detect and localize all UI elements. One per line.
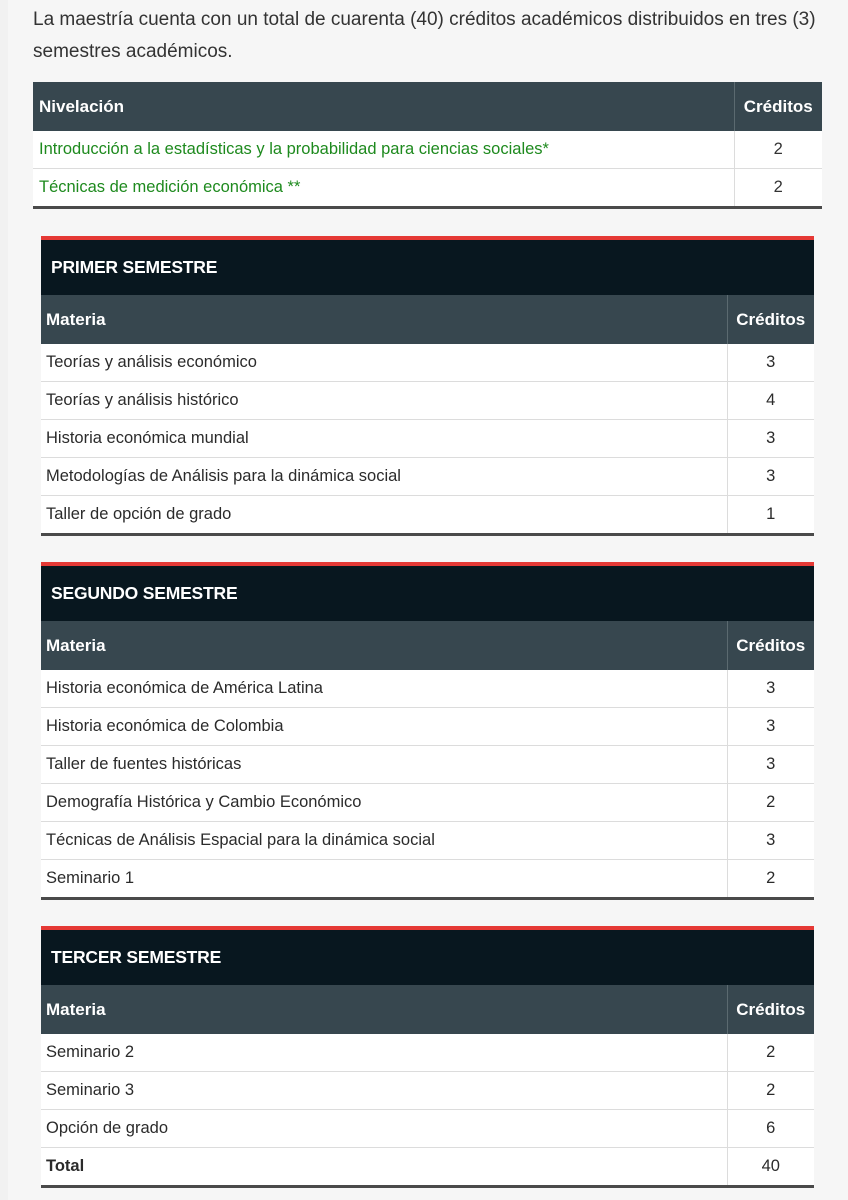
course-name: Opción de grado [41,1110,727,1148]
course-name: Taller de opción de grado [41,496,727,535]
total-label: Total [41,1148,727,1187]
table-header-row [41,295,814,344]
left-gutter [0,0,8,1200]
credits-value: 3 [727,708,814,746]
credits-value: 3 [727,746,814,784]
table-row [41,344,814,382]
table-header-row [41,621,814,670]
credits-value: 2 [727,784,814,822]
credits-value: 2 [727,860,814,899]
semester-table [41,621,814,900]
table-row [41,784,814,822]
semester-block-2 [41,562,814,900]
semester-title: TERCER SEMESTRE [41,930,814,985]
semester-block-1 [41,236,814,536]
semester-title: PRIMER SEMESTRE [41,240,814,295]
table-row [41,1072,814,1110]
course-name: Taller de fuentes históricas [41,746,727,784]
credits-value: 4 [727,382,814,420]
total-row [41,1148,814,1187]
nivelacion-table [33,82,822,209]
semester-block-3 [41,926,814,1188]
credits-value: 2 [734,169,822,208]
credits-value: 3 [727,458,814,496]
table-row [41,822,814,860]
course-link[interactable]: Técnicas de medición económica ** [33,169,734,208]
nivelacion-header: Nivelación [33,82,734,131]
course-name: Seminario 2 [41,1034,727,1072]
materia-header: Materia [41,985,727,1034]
credits-value: 3 [727,344,814,382]
course-name: Historia económica de Colombia [41,708,727,746]
credits-value: 3 [727,822,814,860]
course-name: Historia económica mundial [41,420,727,458]
credits-header: Créditos [727,295,814,344]
table-row [41,1110,814,1148]
table-row [41,458,814,496]
credits-value: 2 [727,1072,814,1110]
table-row [41,1034,814,1072]
semester-title: SEGUNDO SEMESTRE [41,566,814,621]
semester-table [41,985,814,1188]
credits-header: Créditos [727,985,814,1034]
table-row [41,382,814,420]
credits-value: 3 [727,670,814,708]
table-header-row [33,82,822,131]
table-row [41,746,814,784]
course-name: Historia económica de América Latina [41,670,727,708]
table-row [33,131,822,169]
table-header-row [41,985,814,1034]
course-name: Metodologías de Análisis para la dinámica social [41,458,727,496]
course-name: Seminario 1 [41,860,727,899]
table-row [41,496,814,535]
credits-header: Créditos [727,621,814,670]
course-name: Técnicas de Análisis Espacial para la dinámica social [41,822,727,860]
materia-header: Materia [41,621,727,670]
course-name: Teorías y análisis histórico [41,382,727,420]
intro-paragraph: La maestría cuenta con un total de cuarenta (40) créditos académicos distribuidos en tres (3) semestres académicos. [33,9,816,62]
table-row [41,860,814,899]
credits-value: 1 [727,496,814,535]
semester-table [41,295,814,536]
page-content [8,0,848,1200]
materia-header: Materia [41,295,727,344]
credits-value: 2 [727,1034,814,1072]
table-row [33,169,822,208]
table-row [41,420,814,458]
credits-value: 3 [727,420,814,458]
table-row [41,670,814,708]
course-link[interactable]: Introducción a la estadísticas y la probabilidad para ciencias sociales* [33,131,734,169]
table-row [41,708,814,746]
credits-value: 6 [727,1110,814,1148]
credits-value: 2 [734,131,822,169]
course-name: Seminario 3 [41,1072,727,1110]
total-credits-value: 40 [727,1148,814,1187]
credits-header: Créditos [734,82,822,131]
course-name: Teorías y análisis económico [41,344,727,382]
course-name: Demografía Histórica y Cambio Económico [41,784,727,822]
